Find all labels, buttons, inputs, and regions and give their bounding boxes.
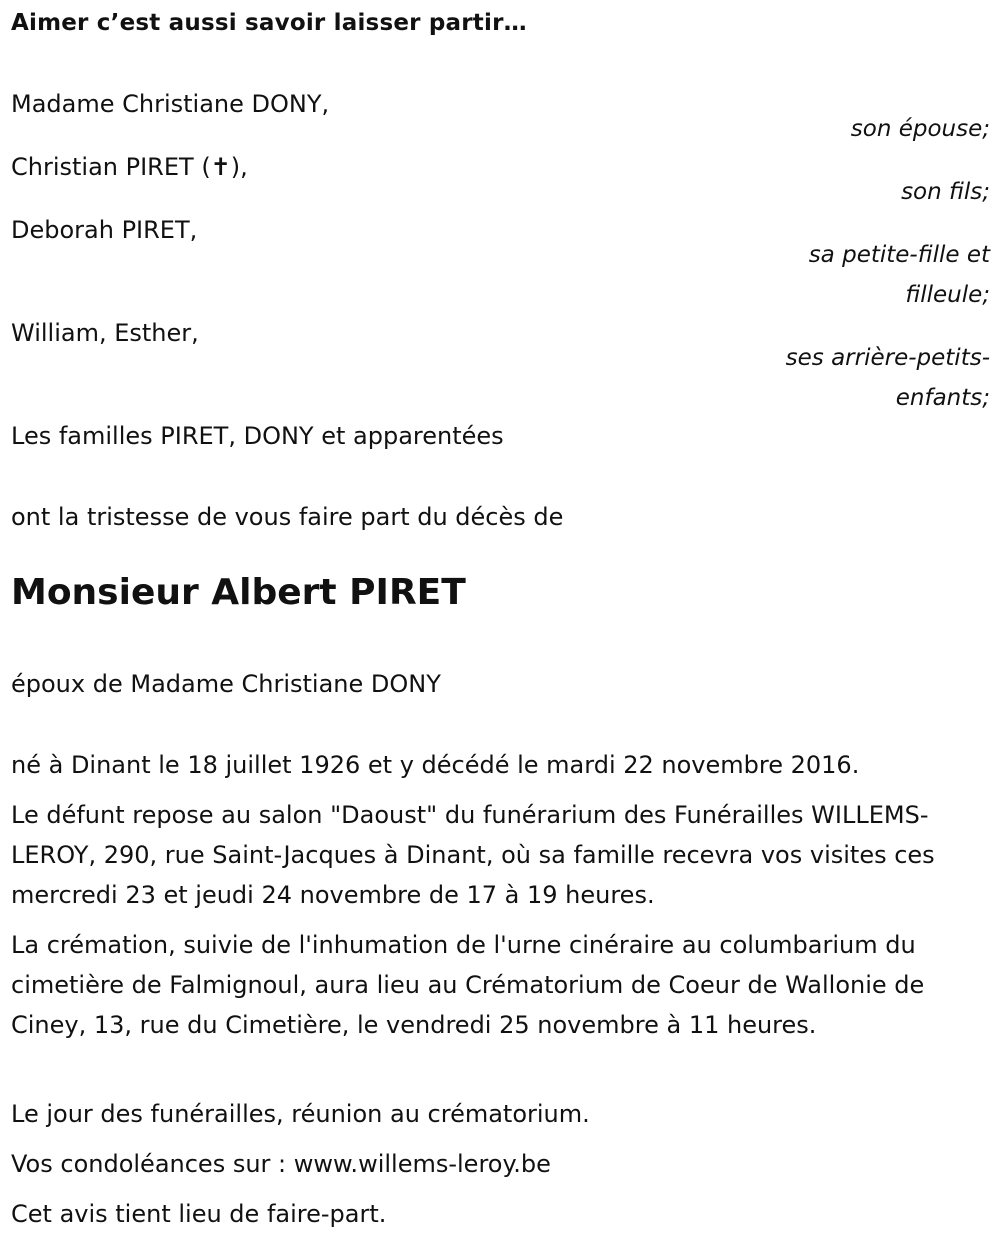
funerarium-paragraph: Le défunt repose au salon "Daoust" du funérarium des Funérailles WILLEMS-LEROY, 290, rue Saint-Jacques à Dinant, où sa famille recevra vos visites ces mercredi 23 et jeudi 24 novembre de 17 à 19 heures. (11, 801, 935, 909)
announcement-line: ont la tristesse de vous faire part du décès de (11, 503, 564, 531)
family-member-spouse: Madame Christiane DONY, (11, 90, 330, 118)
birth-death-paragraph: né à Dinant le 18 juillet 1926 et y décédé le mardi 22 novembre 2016. (11, 751, 860, 779)
families-line: Les familles PIRET, DONY et apparentées (11, 422, 504, 450)
role-granddaughter-line1: sa petite-fille et (808, 242, 990, 268)
condolences-paragraph: Vos condoléances sur : www.willems-leroy.be (11, 1150, 551, 1178)
notice-paragraph: Cet avis tient lieu de faire-part. (11, 1200, 387, 1228)
role-son: son fils; (901, 179, 990, 205)
cremation-paragraph: La crémation, suivie de l'inhumation de l'urne cinéraire au columbarium du cimetière de Falmignoul, aura lieu au Crématorium de Coeur de Wallonie de Ciney, 13, rue du Cimetière, le vendredi 25 novembre à 11 heures. (11, 931, 925, 1039)
meeting-paragraph: Le jour des funérailles, réunion au crématorium. (11, 1100, 590, 1128)
role-great-grandchildren-line2: enfants; (895, 385, 990, 411)
role-spouse: son épouse; (850, 116, 990, 142)
role-great-grandchildren-line1: ses arrière-petits- (785, 345, 990, 371)
deceased-name: Monsieur Albert PIRET (11, 572, 466, 613)
family-member-son: Christian PIRET (✝), (11, 153, 248, 181)
epigraph: Aimer c’est aussi savoir laisser partir… (11, 10, 527, 36)
spouse-line: époux de Madame Christiane DONY (11, 670, 441, 698)
family-member-great-grandchildren: William, Esther, (11, 319, 199, 347)
family-member-granddaughter: Deborah PIRET, (11, 216, 198, 244)
role-granddaughter-line2: filleule; (905, 282, 990, 308)
